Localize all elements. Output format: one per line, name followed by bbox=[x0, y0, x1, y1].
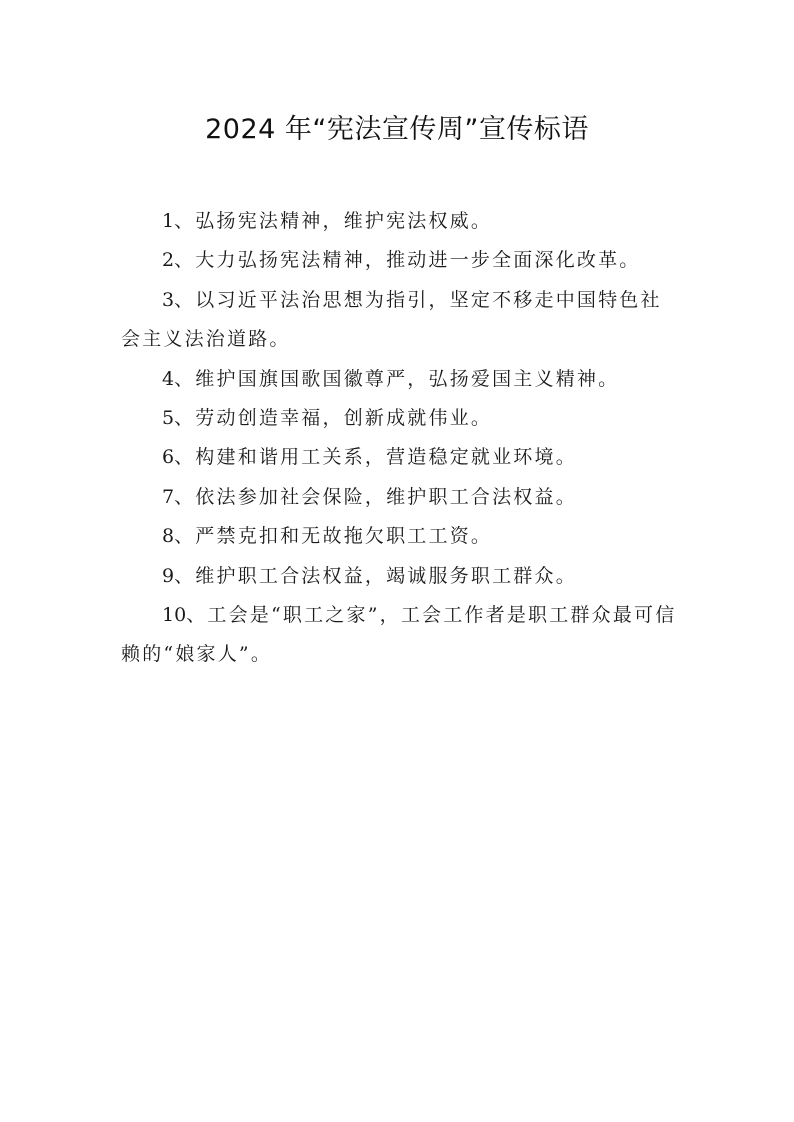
slogan-list bbox=[121, 202, 681, 675]
slogan-item bbox=[121, 202, 681, 241]
slogan-item bbox=[121, 557, 681, 596]
slogan-text: 、工会是“职工之家”，工会工作者是职工群众最可信赖的“娘家人”。 bbox=[121, 604, 677, 666]
slogan-item bbox=[121, 596, 681, 675]
slogan-item bbox=[121, 517, 681, 556]
slogan-number: 4 bbox=[162, 367, 175, 390]
slogan-text: 、以习近平法治思想为指引，坚定不移走中国特色社会主义法治道路。 bbox=[121, 288, 662, 351]
slogan-text: 、严禁克扣和无故拖欠职工工资。 bbox=[174, 525, 493, 548]
slogan-item bbox=[121, 438, 681, 477]
slogan-item bbox=[121, 399, 681, 438]
slogan-number: 7 bbox=[162, 485, 175, 508]
slogan-text: 、维护职工合法权益，竭诚服务职工群众。 bbox=[174, 564, 577, 587]
slogan-number: 2 bbox=[162, 249, 175, 272]
slogan-number: 1 bbox=[162, 210, 175, 232]
slogan-number: 8 bbox=[162, 525, 175, 548]
slogan-item bbox=[121, 281, 681, 360]
slogan-number: 10 bbox=[162, 604, 187, 627]
slogan-text: 、大力弘扬宪法精神，推动进一步全面深化改革。 bbox=[174, 249, 641, 272]
slogan-number: 5 bbox=[162, 407, 175, 430]
slogan-item bbox=[121, 241, 681, 280]
document-title: 2024 年“宪法宣传周”宣传标语 bbox=[205, 114, 589, 145]
slogan-text: 、劳动创造幸福，创新成就伟业。 bbox=[174, 407, 493, 430]
slogan-number: 9 bbox=[162, 564, 175, 587]
slogan-text: 、构建和谐用工关系，营造稳定就业环境。 bbox=[174, 446, 577, 469]
slogan-text: 、依法参加社会保险，维护职工合法权益。 bbox=[174, 485, 577, 508]
slogan-item bbox=[121, 360, 681, 399]
slogan-item bbox=[121, 478, 681, 517]
slogan-text: 、维护国旗国歌国徽尊严，弘扬爱国主义精神。 bbox=[174, 367, 620, 390]
slogan-number: 6 bbox=[162, 446, 175, 469]
slogan-number: 3 bbox=[162, 288, 175, 311]
slogan-text: 、弘扬宪法精神，维护宪法权威。 bbox=[174, 210, 493, 232]
